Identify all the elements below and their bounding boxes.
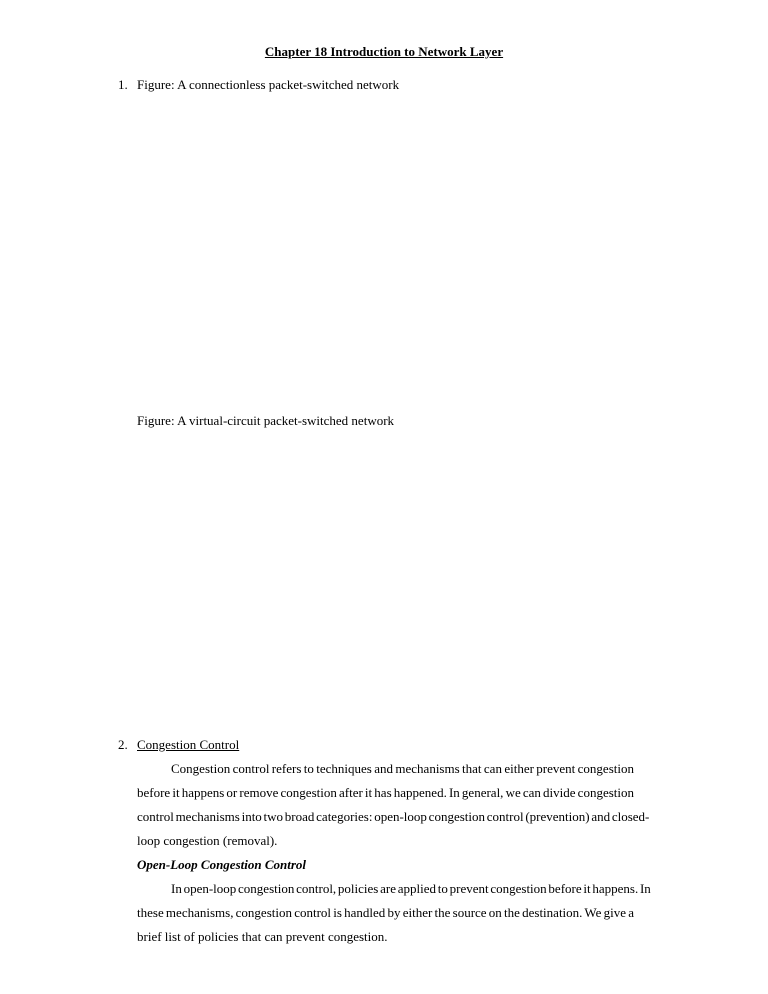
item-number-1: 1. — [118, 77, 128, 92]
paragraph-line: brief list of policies that can prevent congestion. — [137, 929, 388, 944]
paragraph-line: these mechanisms, congestion control is handled by either the source on the destination. We give a — [137, 905, 634, 920]
subheading: Open-Loop Congestion Control — [137, 857, 307, 872]
paragraph-line: In open-loop congestion control, policies are applied to prevent congestion before it happens. In — [171, 881, 651, 896]
paragraph-line: loop congestion (removal). — [137, 833, 278, 848]
paragraph-line: Congestion control refers to techniques and mechanisms that can either prevent congestion — [171, 761, 634, 776]
page-title: Chapter 18 Introduction to Network Layer — [264, 44, 504, 59]
paragraph-line: before it happens or remove congestion after it has happened. In general, we can divide congestion — [137, 785, 634, 800]
paragraph-line: control mechanisms into two broad categories: open-loop congestion control (prevention) and closed- — [137, 809, 650, 824]
figure-caption-virtual-circuit: Figure: A virtual-circuit packet-switched network — [137, 413, 395, 428]
figure-caption-connectionless: Figure: A connectionless packet-switched network — [137, 77, 400, 92]
section-heading: Congestion Control — [137, 737, 240, 752]
item-number-2: 2. — [118, 737, 128, 752]
